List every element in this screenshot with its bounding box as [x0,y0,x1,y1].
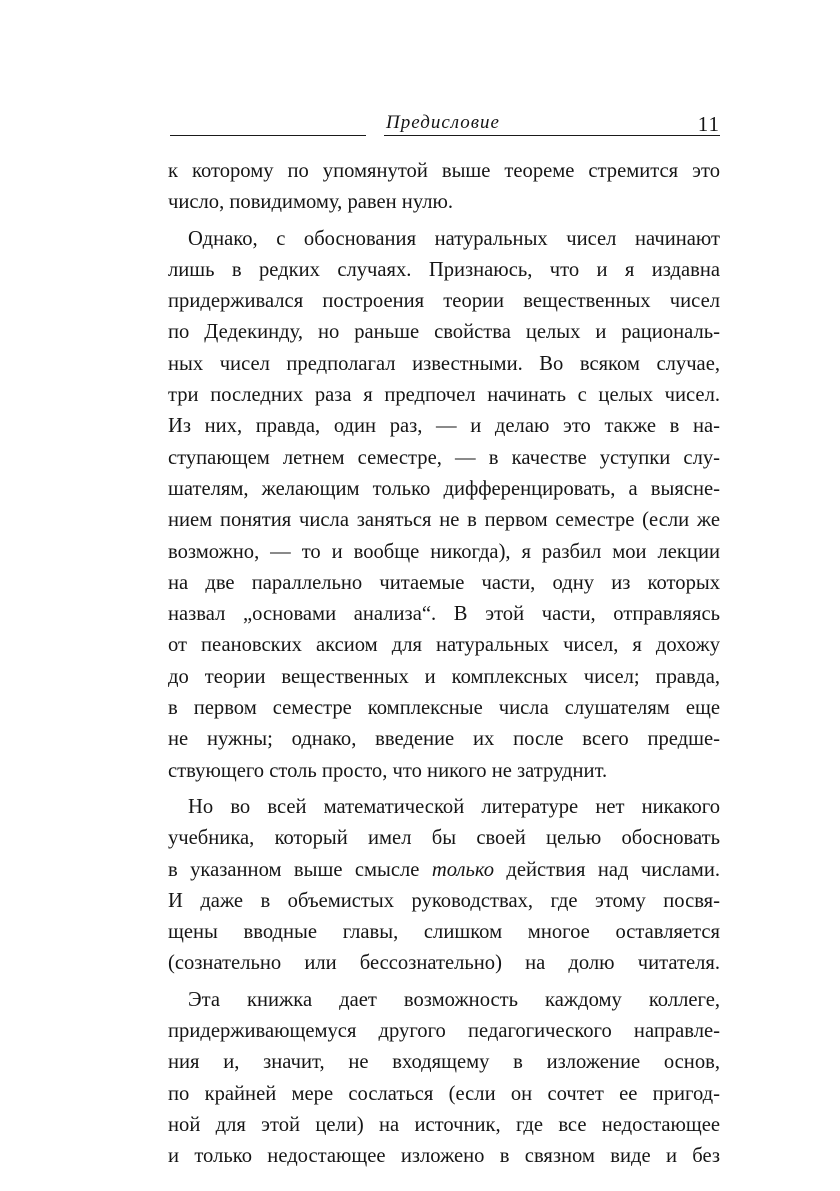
text-line: три последних раза я предпочел начинать с целых чисел. [168,384,720,407]
text-line: ных чисел предполагал известными. Во всяком случае, [168,352,720,375]
text-line: ступающем летнем семестре, — в качестве уступки слу- [168,446,720,469]
text-line: придерживался построения теории вещественных чисел [168,290,720,313]
text-line: шателям, желающим только дифференцировать, а выясне- [168,477,720,500]
text-line: придерживающемуся другого педагогического направле- [168,1020,720,1043]
text-line: в первом семестре комплексные числа слушателям еще [168,697,720,720]
text-line: назвал „основами анализа“. В этой части, отправляясь [168,603,720,626]
text-line: Из них, правда, один раз, — и делаю это также в на- [168,415,720,438]
text-line: и только недостающее изложено в связном виде и без [168,1145,720,1168]
text-line: учебника, который имел бы своей целью обосновать [168,827,720,850]
paragraph-start-line: Однако, с обоснования натуральных чисел начинают [188,227,720,250]
text-line: до теории вещественных и комплексных чисел; правда, [168,665,720,688]
text-line: нием понятия числа заняться не в первом семестре (если же [168,509,720,532]
text-fragment: действия над числами. [494,858,720,881]
emphasized-word: только [431,858,495,881]
text-line: по Дедекинду, но раньше свойства целых и рациональ- [168,321,720,344]
text-line: ствующего столь просто, что никого не затруднит. [168,759,608,782]
running-title: Предисловие [386,112,500,133]
text-line: на две параллельно читаемые части, одну из которых [168,571,720,594]
text-line: ной для этой цели) на источник, где все недостающее [168,1113,720,1136]
header-rule-right [384,135,720,136]
main-text [168,156,720,1173]
text-line: ния и, значит, не входящему в изложение основ, [168,1051,720,1074]
text-line: от пеановских аксиом для натуральных чисел, я дохожу [168,634,720,657]
paragraph-start-line: Но во всей математической литературе нет никакого [188,795,720,818]
text-line: щены вводные главы, слишком многое оставляется [168,921,720,944]
header-rule-left [170,135,366,136]
paragraph-start-line: Эта книжка дает возможность каждому коллеге, [188,988,720,1011]
text-line: число, повидимому, равен нулю. [168,191,454,214]
text-line: к которому по упомянутой выше теореме стремится это [168,160,720,182]
text-line [168,855,720,886]
text-line: возможно, — то и вообще никогда), я разбил мои лекции [168,540,720,563]
text-line: И даже в объемистых руководствах, где этому посвя- [168,889,720,912]
page-number: 11 [697,112,720,136]
text-line: лишь в редких случаях. Признаюсь, что и я издавна [168,258,720,281]
text-line: не нужны; однако, введение их после всего предше- [168,728,720,751]
text-line: (сознательно или бессознательно) на долю читателя. [168,952,720,975]
text-line: по крайней мере сослаться (если он сочтет ее пригод- [168,1082,720,1105]
running-header [168,112,720,142]
text-fragment: в указанном выше смысле [168,858,432,881]
